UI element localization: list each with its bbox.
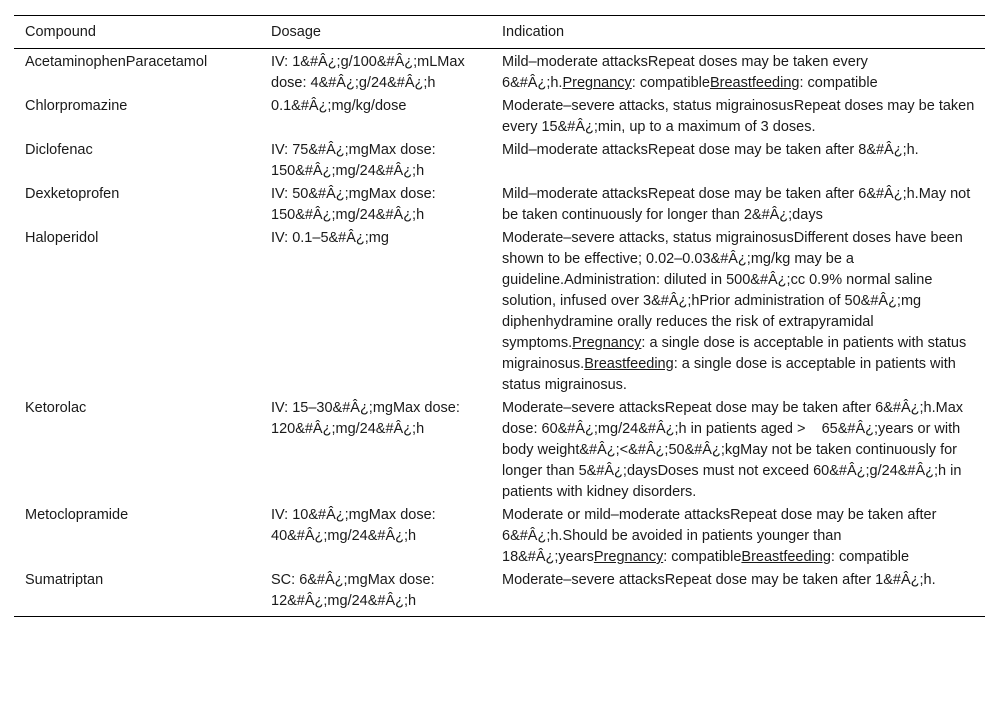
cell-compound: AcetaminophenParacetamol bbox=[25, 54, 208, 70]
data-table-container bbox=[14, 15, 985, 617]
cell-compound: Dexketoprofen bbox=[25, 186, 120, 202]
cell-compound: Metoclopramide bbox=[25, 507, 129, 523]
cell-dosage: 0.1&#Â¿;mg/kg/dose bbox=[271, 98, 407, 114]
cell-compound: Sumatriptan bbox=[25, 572, 104, 588]
indication-text: Mild–moderate attacksRepeat dose may be taken after 6&#Â¿;h.May not be taken continuously for longer than 2&#Â¿;days bbox=[502, 186, 971, 223]
indication-text: : compatible bbox=[799, 75, 878, 91]
table-row bbox=[14, 227, 985, 397]
cell-dosage: IV: 1&#Â¿;g/100&#Â¿;mLMax dose: 4&#Â¿;g/24&#Â¿;h bbox=[271, 54, 465, 91]
indication-text: : compatible bbox=[830, 549, 910, 565]
table-row bbox=[14, 183, 985, 227]
cell-dosage: IV: 10&#Â¿;mgMax dose: 40&#Â¿;mg/24&#Â¿;h bbox=[271, 507, 436, 544]
indication-text: Moderate–severe attacksRepeat dose may be taken after 1&#Â¿;h. bbox=[502, 572, 936, 588]
indication-text: Moderate–severe attacks, status migrainosusDifferent doses have been shown to be effective; 0.02–0.03&#Â¿;mg/kg may be a guideline.Administration: diluted in 500&#Â¿;cc 0.9% normal saline solution, infused over 3&#Â¿;hPrior administration of 50&#Â¿;mg diphenhydramine orally reduces the risk of extrapyramidal symptoms. bbox=[502, 230, 963, 351]
breastfeeding-label: Breastfeeding bbox=[584, 356, 674, 372]
cell-compound: Diclofenac bbox=[25, 142, 93, 158]
cell-compound: Chlorpromazine bbox=[25, 98, 128, 114]
cell-dosage: IV: 15–30&#Â¿;mgMax dose: 120&#Â¿;mg/24&#Â¿;h bbox=[271, 400, 460, 437]
table-row bbox=[14, 95, 985, 139]
table-row bbox=[14, 49, 985, 96]
indication-text: : compatible bbox=[631, 75, 710, 91]
column-header-indication: Indication bbox=[502, 24, 565, 40]
indication-text: : a single dose is acceptable in patients with status migrainosus. bbox=[502, 356, 956, 393]
drug-table bbox=[14, 15, 985, 617]
cell-indication bbox=[491, 569, 985, 617]
cell-dosage: IV: 50&#Â¿;mgMax dose: 150&#Â¿;mg/24&#Â¿;h bbox=[271, 186, 436, 223]
indication-text: Moderate or mild–moderate attacksRepeat dose may be taken after 6&#Â¿;h.Should be avoided in patients younger than 18&#Â¿;years bbox=[502, 507, 937, 565]
cell-indication bbox=[491, 139, 985, 183]
breastfeeding-label: Breastfeeding bbox=[741, 549, 831, 565]
cell-indication bbox=[491, 504, 985, 569]
indication-text: Mild–moderate attacksRepeat dose may be taken after 8&#Â¿;h. bbox=[502, 142, 919, 158]
indication-text: Moderate–severe attacksRepeat dose may be taken after 6&#Â¿;h.Max dose: 60&#Â¿;mg/24&#Â¿;h in patients aged > 65&#Â¿;years or with body weight&#Â¿;<&#Â¿;50&#Â¿;kgMay not be taken continuously for longer than 5&#Â¿;daysDoses must not exceed 60&#Â¿;g/24&#Â¿;h in patients with kidney disorders. bbox=[502, 400, 964, 500]
breastfeeding-label: Breastfeeding bbox=[709, 75, 800, 91]
table-row bbox=[14, 569, 985, 617]
cell-indication bbox=[491, 397, 985, 504]
pregnancy-label: Pregnancy bbox=[593, 549, 664, 565]
table-row bbox=[14, 397, 985, 504]
table-body bbox=[14, 49, 985, 617]
indication-text: : compatible bbox=[663, 549, 742, 565]
column-header-compound: Compound bbox=[25, 24, 96, 40]
indication-text: : a single dose is acceptable in patients with status migrainosus. bbox=[502, 335, 967, 372]
table-header bbox=[14, 16, 985, 49]
cell-compound: Ketorolac bbox=[25, 400, 87, 416]
indication-text: Moderate–severe attacks, status migrainosusRepeat doses may be taken every 15&#Â¿;min, up to a maximum of 3 doses. bbox=[502, 98, 975, 135]
table-row bbox=[14, 139, 985, 183]
table-row bbox=[14, 504, 985, 569]
pregnancy-label: Pregnancy bbox=[572, 335, 642, 351]
cell-compound: Haloperidol bbox=[25, 230, 99, 246]
header-row bbox=[14, 16, 985, 49]
cell-indication bbox=[491, 183, 985, 227]
pregnancy-label: Pregnancy bbox=[562, 75, 632, 91]
cell-indication bbox=[491, 95, 985, 139]
cell-indication bbox=[491, 227, 985, 397]
indication-text: Mild–moderate attacksRepeat doses may be taken every 6&#Â¿;h. bbox=[502, 54, 868, 91]
cell-dosage: IV: 0.1–5&#Â¿;mg bbox=[271, 230, 389, 246]
column-header-dosage: Dosage bbox=[271, 24, 321, 40]
cell-indication bbox=[491, 49, 985, 96]
cell-dosage: IV: 75&#Â¿;mgMax dose: 150&#Â¿;mg/24&#Â¿;h bbox=[271, 142, 436, 179]
cell-dosage: SC: 6&#Â¿;mgMax dose: 12&#Â¿;mg/24&#Â¿;h bbox=[271, 572, 435, 609]
